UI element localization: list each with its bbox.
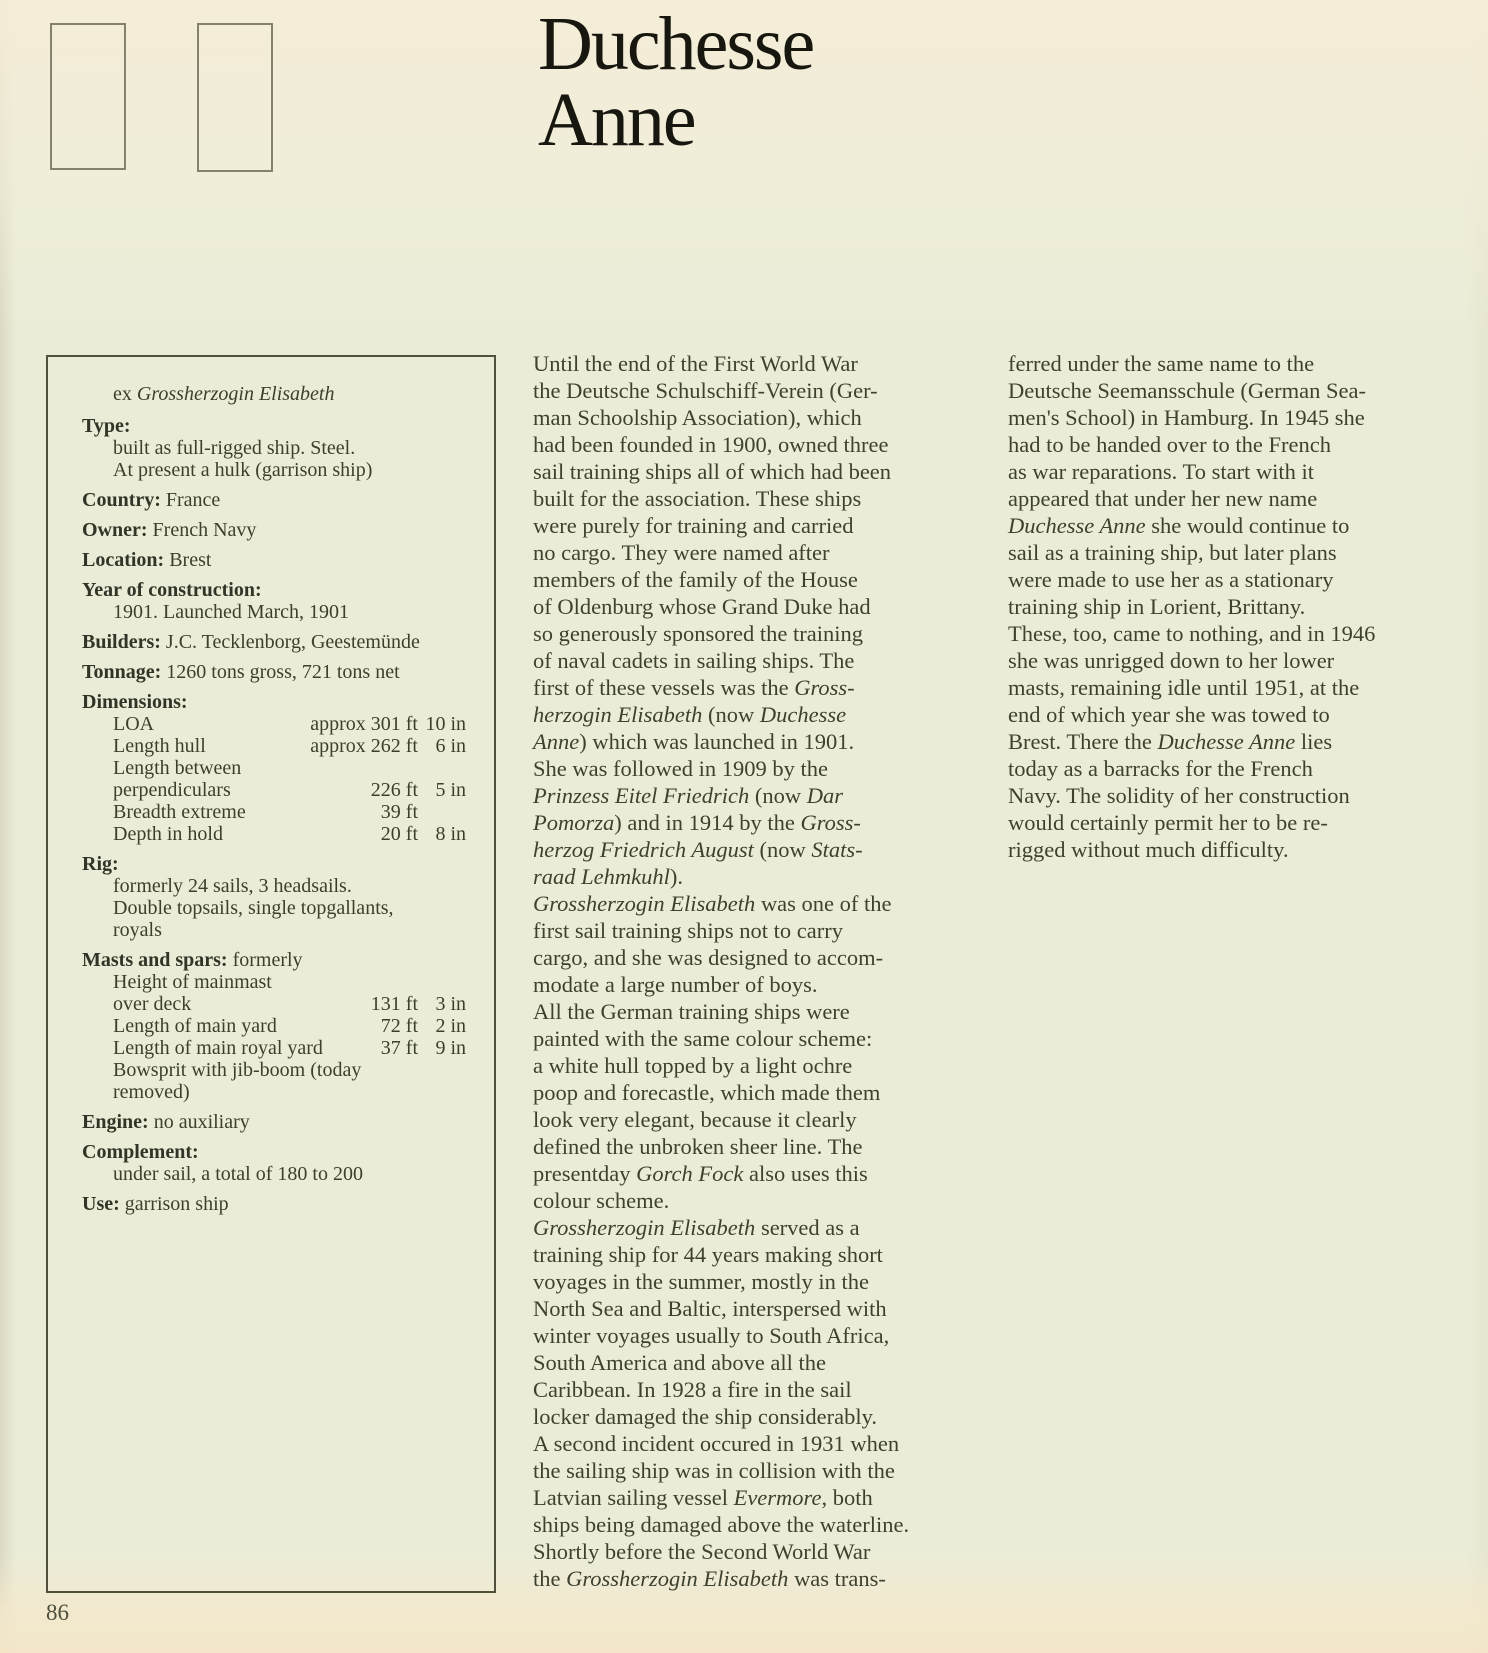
spec-label: Type: bbox=[82, 415, 131, 437]
text-segment: Caribbean. In 1928 a fire in the sail bbox=[533, 1377, 852, 1402]
text-segment: built for the association. These ships bbox=[533, 486, 862, 511]
text-line bbox=[1008, 350, 1444, 377]
text-segment: ) which was launched in 1901. bbox=[579, 729, 855, 754]
text-segment: Deutsche Seemansschule (German Sea- bbox=[1008, 378, 1366, 403]
text-line bbox=[533, 1322, 969, 1349]
text-segment: Anne bbox=[533, 729, 580, 754]
dimension-row bbox=[113, 993, 466, 1015]
spec-entry-owner bbox=[82, 519, 466, 541]
text-segment: also uses this bbox=[743, 1161, 868, 1186]
text-segment: training ship for 44 years making short bbox=[533, 1242, 883, 1267]
flag-placeholder-left bbox=[50, 23, 126, 170]
text-segment: Evermore bbox=[733, 1485, 822, 1510]
text-line bbox=[533, 1538, 969, 1565]
spec-entry-complement bbox=[82, 1141, 466, 1185]
text-segment: men's School) in Hamburg. In 1945 she bbox=[1008, 405, 1365, 430]
text-line bbox=[533, 1106, 969, 1133]
text-line bbox=[533, 620, 969, 647]
text-line bbox=[1008, 458, 1444, 485]
text-segment: voyages in the summer, mostly in the bbox=[533, 1269, 869, 1294]
text-line bbox=[533, 1241, 969, 1268]
spec-entry-engine bbox=[82, 1111, 466, 1133]
dimension-name: Length of main royal yard bbox=[113, 1037, 323, 1059]
text-segment: first of these vessels was the bbox=[533, 675, 795, 700]
spec-sub-line: Bowsprit with jib-boom (today bbox=[113, 1059, 362, 1081]
text-segment: a white hull topped by a light ochre bbox=[533, 1053, 853, 1078]
dimension-name: perpendiculars bbox=[113, 779, 231, 801]
text-segment: Duchesse bbox=[759, 702, 847, 727]
dimension-inches: 10 in bbox=[425, 713, 466, 735]
spec-label: Tonnage: bbox=[82, 661, 162, 683]
spec-label: Dimensions: bbox=[82, 691, 188, 713]
dimension-inches: 8 in bbox=[435, 823, 466, 845]
dimension-row bbox=[113, 757, 466, 779]
spec-entry-heading bbox=[82, 853, 466, 875]
text-line bbox=[533, 728, 969, 755]
dimension-name: Height of mainmast bbox=[113, 971, 272, 993]
spec-entry-use bbox=[82, 1193, 466, 1215]
spec-sub-line: At present a hulk (garrison ship) bbox=[113, 459, 373, 481]
text-line bbox=[1008, 404, 1444, 431]
dimension-inches: 5 in bbox=[435, 779, 466, 801]
text-segment: Brest. There the bbox=[1008, 729, 1158, 754]
text-line bbox=[533, 1052, 969, 1079]
text-segment: All the German training ships were bbox=[533, 999, 850, 1024]
spec-sub-line: removed) bbox=[113, 1081, 190, 1103]
dimension-name: Length between bbox=[113, 757, 242, 779]
spec-sub-line: built as full-rigged ship. Steel. bbox=[113, 437, 356, 459]
spec-entry-heading: Masts and spars: formerly bbox=[82, 949, 303, 971]
text-line bbox=[533, 1133, 969, 1160]
text-segment: (now bbox=[753, 837, 812, 862]
text-segment: She was followed in 1909 by the bbox=[533, 756, 828, 781]
spec-entry-heading: Owner: French Navy bbox=[82, 519, 257, 541]
spec-entry-heading: Engine: no auxiliary bbox=[82, 1111, 250, 1133]
text-segment: of Oldenburg whose Grand Duke had bbox=[533, 594, 871, 619]
spec-sub-lines bbox=[82, 601, 466, 623]
text-line bbox=[1008, 512, 1444, 539]
spec-entry-year-of-construction bbox=[82, 579, 466, 623]
text-segment: painted with the same colour scheme: bbox=[533, 1026, 873, 1051]
text-segment: the Deutsche Schulschiff-Verein (Ger- bbox=[533, 378, 878, 403]
spec-label: Use: bbox=[82, 1193, 120, 1215]
dimension-inches: 6 in bbox=[435, 735, 466, 757]
text-line bbox=[533, 1295, 969, 1322]
text-line bbox=[533, 1214, 969, 1241]
text-segment: man Schoolship Association), which bbox=[533, 405, 862, 430]
spec-label: Country: bbox=[82, 489, 161, 511]
text-line bbox=[533, 1457, 969, 1484]
spec-entry-country bbox=[82, 489, 466, 511]
text-line bbox=[533, 647, 969, 674]
spec-label: Engine: bbox=[82, 1111, 149, 1133]
text-line bbox=[533, 1349, 969, 1376]
text-line bbox=[533, 755, 969, 782]
text-segment: herzogin Elisabeth bbox=[533, 702, 703, 727]
text-segment: served as a bbox=[755, 1215, 860, 1240]
text-line bbox=[533, 998, 969, 1025]
spec-entry-heading: Location: Brest bbox=[82, 549, 212, 571]
text-segment: Navy. The solidity of her construction bbox=[1008, 783, 1350, 808]
text-segment: sail as a training ship, but later plans bbox=[1008, 540, 1337, 565]
text-line bbox=[533, 863, 969, 890]
text-segment: members of the family of the House bbox=[533, 567, 858, 592]
dimension-feet: 20 ft bbox=[380, 823, 418, 845]
text-line bbox=[533, 539, 969, 566]
text-line bbox=[533, 1160, 969, 1187]
text-segment: today as a barracks for the French bbox=[1008, 756, 1313, 781]
text-segment: so generously sponsored the training bbox=[533, 621, 863, 646]
text-segment: as war reparations. To start with it bbox=[1008, 459, 1315, 484]
dimension-name: over deck bbox=[113, 993, 192, 1015]
text-line bbox=[533, 512, 969, 539]
text-segment: had to be handed over to the French bbox=[1008, 432, 1332, 457]
text-segment: , both bbox=[821, 1485, 873, 1510]
text-line bbox=[533, 1376, 969, 1403]
text-segment: ). bbox=[669, 864, 683, 889]
text-line bbox=[533, 485, 969, 512]
dimension-inches: 9 in bbox=[435, 1037, 466, 1059]
page-title-line-1: Duchesse bbox=[538, 2, 814, 86]
text-segment: Shortly before the Second World War bbox=[533, 1539, 871, 1564]
spec-entry-type bbox=[82, 415, 466, 481]
text-line bbox=[533, 350, 969, 377]
dimension-feet: 131 ft bbox=[370, 993, 418, 1015]
text-segment: she would continue to bbox=[1145, 513, 1350, 538]
text-line bbox=[1008, 566, 1444, 593]
page-title bbox=[538, 2, 814, 162]
text-segment: Gross- bbox=[800, 810, 861, 835]
dimension-name: LOA bbox=[113, 713, 155, 735]
body-column-1 bbox=[533, 350, 969, 1592]
dimension-inches bbox=[418, 757, 466, 779]
spec-entry-heading bbox=[82, 1141, 466, 1163]
text-line bbox=[1008, 593, 1444, 620]
text-segment: the sailing ship was in collision with the bbox=[533, 1458, 895, 1483]
dimension-name: Length hull bbox=[113, 735, 206, 757]
text-segment: Gorch Fock bbox=[636, 1161, 744, 1186]
text-line bbox=[533, 1187, 969, 1214]
spec-sub-line: 1901. Launched March, 1901 bbox=[113, 601, 350, 623]
text-line bbox=[533, 944, 969, 971]
text-line bbox=[533, 1565, 969, 1592]
spec-sub-line: royals bbox=[113, 919, 162, 941]
dimension-row bbox=[113, 713, 466, 735]
spec-entry-heading: Use: garrison ship bbox=[82, 1193, 229, 1215]
spec-sub-lines bbox=[82, 1163, 466, 1185]
text-line bbox=[533, 836, 969, 863]
dimension-inches: 2 in bbox=[435, 1015, 466, 1037]
text-segment: ferred under the same name to the bbox=[1008, 351, 1315, 376]
spec-entry-heading bbox=[82, 579, 466, 601]
text-segment: South America and above all the bbox=[533, 1350, 827, 1375]
text-segment: look very elegant, because it clearly bbox=[533, 1107, 857, 1132]
text-line bbox=[1008, 728, 1444, 755]
spec-entry-builders bbox=[82, 631, 466, 653]
text-segment: These, too, came to nothing, and in 1946 bbox=[1008, 621, 1376, 646]
text-segment: was trans- bbox=[788, 1566, 886, 1591]
text-line bbox=[1008, 431, 1444, 458]
spec-label: Year of construction: bbox=[82, 579, 262, 601]
text-line bbox=[533, 674, 969, 701]
former-name: Grossherzogin Elisabeth bbox=[136, 383, 335, 405]
spec-label: Masts and spars: bbox=[82, 949, 228, 971]
spec-label: Location: bbox=[82, 549, 165, 571]
text-segment: Grossherzogin Elisabeth bbox=[533, 1215, 756, 1240]
text-segment: Duchesse Anne bbox=[1157, 729, 1296, 754]
text-segment: modate a large number of boys. bbox=[533, 972, 818, 997]
spec-entry-heading bbox=[82, 691, 466, 713]
text-line bbox=[1008, 782, 1444, 809]
text-line bbox=[1008, 647, 1444, 674]
text-segment: Duchesse Anne bbox=[1008, 513, 1146, 538]
dimension-feet: approx 301 ft bbox=[310, 713, 418, 735]
spec-entry-tonnage bbox=[82, 661, 466, 683]
text-line bbox=[1008, 809, 1444, 836]
spec-sub-line: formerly 24 sails, 3 headsails. bbox=[113, 875, 352, 897]
dimension-feet: 39 ft bbox=[380, 801, 418, 823]
spec-label: Complement: bbox=[82, 1141, 199, 1163]
spec-dimension-rows bbox=[82, 971, 466, 1059]
text-line bbox=[533, 1484, 969, 1511]
spec-entries bbox=[82, 415, 466, 1215]
dimension-row bbox=[113, 801, 466, 823]
body-column-2 bbox=[1008, 350, 1444, 863]
text-segment: Prinzess Eitel Friedrich bbox=[533, 783, 750, 808]
dimension-row bbox=[113, 735, 466, 757]
spec-sub-line: under sail, a total of 180 to 200 bbox=[113, 1163, 363, 1185]
spec-dimension-rows bbox=[82, 713, 466, 845]
text-line bbox=[533, 404, 969, 431]
text-line bbox=[1008, 755, 1444, 782]
spec-entry-dimensions bbox=[82, 691, 466, 845]
dimension-feet: 226 ft bbox=[370, 779, 418, 801]
text-segment: presentday bbox=[533, 1161, 637, 1186]
text-segment: training ship in Lorient, Brittany. bbox=[1008, 594, 1306, 619]
dimension-feet: 37 ft bbox=[380, 1037, 418, 1059]
ship-spec-box bbox=[46, 355, 496, 1593]
text-segment: appeared that under her new name bbox=[1008, 486, 1318, 511]
dimension-inches: 3 in bbox=[435, 993, 466, 1015]
spec-sub-lines bbox=[82, 875, 466, 941]
text-line bbox=[533, 377, 969, 404]
text-segment: the bbox=[533, 1566, 567, 1591]
page-number: 86 bbox=[46, 1600, 69, 1625]
text-segment: were purely for training and carried bbox=[533, 513, 854, 538]
spec-sub-lines bbox=[82, 1059, 466, 1103]
spec-entry-heading: Country: France bbox=[82, 489, 221, 511]
text-segment: rigged without much difficulty. bbox=[1008, 837, 1289, 862]
text-line bbox=[1008, 377, 1444, 404]
text-segment: ships being damaged above the waterline. bbox=[533, 1512, 910, 1537]
spec-entry-location bbox=[82, 549, 466, 571]
dimension-feet bbox=[241, 757, 418, 779]
text-line bbox=[533, 1268, 969, 1295]
former-name-prefix: ex bbox=[113, 383, 137, 405]
text-segment: Pomorza bbox=[533, 810, 615, 835]
text-segment: masts, remaining idle until 1951, at the bbox=[1008, 675, 1360, 700]
text-segment: colour scheme. bbox=[533, 1188, 670, 1213]
dimension-row bbox=[113, 779, 466, 801]
text-line bbox=[1008, 674, 1444, 701]
text-line bbox=[1008, 485, 1444, 512]
text-segment: (now bbox=[749, 783, 807, 808]
text-segment: poop and forecastle, which made them bbox=[533, 1080, 881, 1105]
text-segment: were made to use her as a stationary bbox=[1008, 567, 1334, 592]
spec-sub-line: Double topsails, single topgallants, bbox=[113, 897, 394, 919]
spec-sub-lines bbox=[82, 437, 466, 481]
text-line bbox=[533, 1079, 969, 1106]
spec-entry-heading: Builders: J.C. Tecklenborg, Geestemünde bbox=[82, 631, 420, 653]
text-segment: had been founded in 1900, owned three bbox=[533, 432, 889, 457]
spec-entry-masts-and-spars bbox=[82, 949, 466, 1103]
text-segment: cargo, and she was designed to accom- bbox=[533, 945, 884, 970]
text-line bbox=[1008, 539, 1444, 566]
text-segment: (now bbox=[702, 702, 760, 727]
text-line bbox=[533, 1025, 969, 1052]
spec-label: Rig: bbox=[82, 853, 119, 875]
spec-label: Builders: bbox=[82, 631, 161, 653]
text-line bbox=[533, 890, 969, 917]
former-name-line bbox=[82, 383, 466, 405]
text-segment: end of which year she was towed to bbox=[1008, 702, 1330, 727]
page-title-line-2: Anne bbox=[538, 78, 695, 162]
dimension-feet bbox=[272, 971, 418, 993]
text-segment: ) and in 1914 by the bbox=[614, 810, 801, 835]
text-line bbox=[1008, 836, 1444, 863]
text-segment: lies bbox=[1295, 729, 1333, 754]
dimension-name: Breadth extreme bbox=[113, 801, 246, 823]
text-segment: would certainly permit her to be re- bbox=[1008, 810, 1328, 835]
dimension-row bbox=[113, 1037, 466, 1059]
dimension-inches bbox=[418, 971, 466, 993]
text-segment: Until the end of the First World War bbox=[533, 351, 858, 376]
text-segment: Gross- bbox=[794, 675, 855, 700]
dimension-feet: 72 ft bbox=[380, 1015, 418, 1037]
text-line bbox=[1008, 620, 1444, 647]
text-segment: A second incident occured in 1931 when bbox=[533, 1431, 900, 1456]
text-segment: Grossherzogin Elisabeth bbox=[566, 1566, 789, 1591]
dimension-row bbox=[113, 971, 466, 993]
text-segment: was one of the bbox=[755, 891, 892, 916]
dimension-name: Depth in hold bbox=[113, 823, 223, 845]
text-line bbox=[533, 782, 969, 809]
spec-entry-rig bbox=[82, 853, 466, 941]
dimension-row bbox=[113, 1015, 466, 1037]
spec-label: Owner: bbox=[82, 519, 148, 541]
text-segment: defined the unbroken sheer line. The bbox=[533, 1134, 863, 1159]
text-segment: raad Lehmkuhl bbox=[533, 864, 670, 889]
text-line bbox=[533, 1511, 969, 1538]
spec-entry-heading: Tonnage: 1260 tons gross, 721 tons net bbox=[82, 661, 400, 683]
text-line bbox=[533, 971, 969, 998]
text-segment: Latvian sailing vessel bbox=[533, 1485, 734, 1510]
text-segment: of naval cadets in sailing ships. The bbox=[533, 648, 855, 673]
text-line bbox=[533, 917, 969, 944]
text-segment: first sail training ships not to carry bbox=[533, 918, 843, 943]
text-line bbox=[533, 431, 969, 458]
text-line bbox=[533, 809, 969, 836]
text-segment: she was unrigged down to her lower bbox=[1008, 648, 1335, 673]
flag-placeholder-right bbox=[197, 23, 273, 172]
text-segment: North Sea and Baltic, interspersed with bbox=[533, 1296, 887, 1321]
text-line bbox=[1008, 701, 1444, 728]
text-line bbox=[533, 1430, 969, 1457]
text-line bbox=[533, 593, 969, 620]
text-segment: Stats- bbox=[811, 837, 863, 862]
dimension-name: Length of main yard bbox=[113, 1015, 277, 1037]
text-line bbox=[533, 566, 969, 593]
text-segment: winter voyages usually to South Africa, bbox=[533, 1323, 890, 1348]
text-line bbox=[533, 1403, 969, 1430]
dimension-row bbox=[113, 823, 466, 845]
text-line bbox=[533, 701, 969, 728]
spec-entry-heading bbox=[82, 415, 466, 437]
text-segment: Dar bbox=[806, 783, 843, 808]
text-segment: locker damaged the ship considerably. bbox=[533, 1404, 878, 1429]
text-segment: Grossherzogin Elisabeth bbox=[533, 891, 756, 916]
dimension-inches bbox=[418, 801, 466, 823]
text-segment: no cargo. They were named after bbox=[533, 540, 830, 565]
text-line bbox=[533, 458, 969, 485]
text-segment: sail training ships all of which had been bbox=[533, 459, 892, 484]
text-segment: herzog Friedrich August bbox=[533, 837, 754, 862]
dimension-feet: approx 262 ft bbox=[310, 735, 418, 757]
